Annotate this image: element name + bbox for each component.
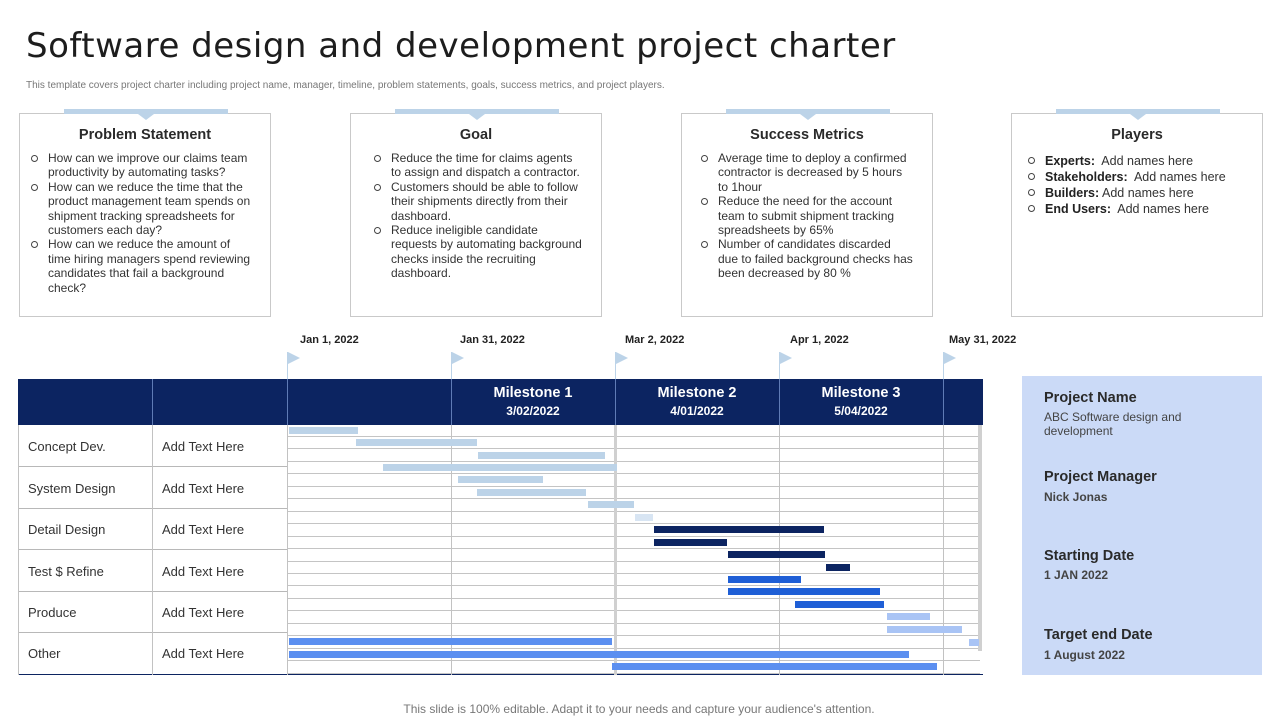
card-list <box>391 151 585 281</box>
page-subtitle: This template covers project charter including project name, manager, timeline, problem statements, goals, success metrics, and project players. <box>26 80 665 91</box>
gantt-bar <box>795 601 884 608</box>
milestone-date: 3/02/2022 <box>506 404 560 418</box>
list-item <box>1045 201 1262 217</box>
gantt-chart <box>18 379 983 675</box>
flag-icon <box>616 352 628 364</box>
milestone-2 <box>615 379 779 425</box>
gantt-bar <box>477 489 586 496</box>
target-end-date-label: Target end Date <box>1044 627 1153 643</box>
card-tab-decoration <box>726 109 890 114</box>
milestone-name: Milestone 3 <box>821 385 901 401</box>
milestone-marker <box>614 425 617 675</box>
gantt-bar <box>728 588 880 595</box>
row-text: Add Text Here <box>162 646 245 661</box>
column-divider <box>287 425 288 675</box>
gantt-bar <box>654 539 727 546</box>
header-divider <box>152 379 153 425</box>
list-item <box>1045 153 1262 169</box>
list-item: Reduce ineligible candidate requests by automating background checks inside the recruiting dashboard. <box>391 223 585 281</box>
row-label: Other <box>28 646 61 661</box>
timeline-date-label: Jan 31, 2022 <box>460 334 525 346</box>
card-tab-decoration <box>1056 109 1220 114</box>
gantt-bar <box>289 651 909 658</box>
grid-line <box>288 573 980 574</box>
card-title: Players <box>1111 127 1163 143</box>
gantt-bar <box>383 464 617 471</box>
target-end-date-value: 1 August 2022 <box>1044 648 1125 662</box>
timeline-divider <box>943 425 944 675</box>
goal-card <box>350 113 602 317</box>
player-role: Builders: <box>1045 186 1100 200</box>
milestone-name: Milestone 1 <box>493 385 573 401</box>
row-label: Test $ Refine <box>28 563 104 579</box>
grid-line <box>288 523 980 524</box>
gantt-header <box>18 379 983 425</box>
milestone-name: Milestone 2 <box>657 385 737 401</box>
grid-line <box>288 585 980 586</box>
grid-line <box>288 623 980 624</box>
gantt-bar <box>612 663 937 670</box>
success-metrics-card <box>681 113 933 317</box>
player-value: Add names here <box>1117 202 1209 216</box>
gantt-bar <box>289 638 612 645</box>
row-label: Detail Design <box>28 522 106 537</box>
grid-line <box>288 448 980 449</box>
list-item: How can we improve our claims team productivity by automating tasks? <box>48 151 256 180</box>
timeline-date-label: Jan 1, 2022 <box>300 334 359 346</box>
card-list <box>718 151 914 281</box>
grid-line <box>288 610 980 611</box>
grid-line <box>288 660 980 661</box>
row-text: Add Text Here <box>162 522 245 537</box>
list-item: Reduce the need for the account team to submit shipment tracking spreadsheets by 65% <box>718 194 914 237</box>
grid-line <box>288 486 980 487</box>
milestone-1 <box>451 379 615 425</box>
players-card <box>1011 113 1263 317</box>
players-list <box>1045 153 1262 217</box>
list-item: Reduce the time for claims agents to assign and dispatch a contractor. <box>391 151 585 180</box>
project-name-value: ABC Software design and development <box>1044 410 1182 438</box>
row-divider <box>18 549 288 550</box>
gantt-bar <box>478 452 605 459</box>
row-divider <box>18 508 288 509</box>
milestone-3 <box>779 379 943 425</box>
header-divider <box>287 379 288 425</box>
grid-line <box>288 461 980 462</box>
grid-line <box>288 598 980 599</box>
flag-icon <box>944 352 956 364</box>
player-value: Add names here <box>1101 154 1194 168</box>
problem-statement-card <box>19 113 271 317</box>
gantt-bar <box>654 526 824 533</box>
row-divider <box>18 466 288 467</box>
grid-line <box>288 635 980 636</box>
gantt-bar <box>728 551 825 558</box>
list-item <box>1045 185 1262 201</box>
table-bottom-border <box>18 674 983 675</box>
gantt-bar <box>728 576 801 583</box>
list-item: Number of candidates discarded due to failed background checks has been decreased by 80 % <box>718 237 913 281</box>
page-title: Software design and development project charter <box>26 26 896 66</box>
row-label: Produce <box>28 605 77 620</box>
gantt-bar <box>826 564 850 571</box>
list-item: How can we reduce the time that the product management team spends on shipment tracking spreadsheets for customers each day? <box>48 180 256 238</box>
timeline-date-label: Apr 1, 2022 <box>790 334 849 346</box>
list-item: How can we reduce the amount of time hiring managers spend reviewing candidates that fail a background check? <box>48 237 256 295</box>
gantt-bar <box>887 626 962 633</box>
player-value: Add names here <box>1133 170 1226 184</box>
end-marker <box>978 425 982 651</box>
row-label: Concept Dev. <box>28 438 106 454</box>
gantt-bar <box>289 427 358 434</box>
row-divider <box>18 632 288 633</box>
player-role: End Users: <box>1045 202 1111 216</box>
gantt-bar <box>635 514 653 521</box>
grid-line <box>288 648 980 649</box>
row-text: Add Text Here <box>162 438 245 454</box>
list-item <box>1045 169 1262 185</box>
card-tab-decoration <box>395 109 559 114</box>
header-divider <box>943 379 944 425</box>
gantt-bar <box>588 501 634 508</box>
list-item: Customers should be able to follow their shipments directly from their dashboard. <box>391 180 585 223</box>
column-divider <box>152 425 153 675</box>
grid-line <box>288 548 980 549</box>
project-manager-label: Project Manager <box>1044 469 1157 485</box>
card-tab-decoration <box>64 109 228 114</box>
timeline-divider <box>779 425 780 675</box>
grid-line <box>288 673 980 674</box>
row-text: Add Text Here <box>162 563 245 579</box>
gantt-bar <box>969 639 979 646</box>
row-text: Add Text Here <box>162 605 245 620</box>
starting-date-label: Starting Date <box>1044 548 1135 564</box>
row-text: Add Text Here <box>162 480 245 496</box>
player-role: Stakeholders: <box>1045 170 1128 184</box>
flag-icon <box>780 352 792 364</box>
gantt-bar <box>887 613 930 620</box>
project-info-panel <box>1022 376 1262 675</box>
row-label: System Design <box>28 480 116 496</box>
flag-icon <box>288 352 300 364</box>
project-name-label: Project Name <box>1044 390 1137 406</box>
list-item: Average time to deploy a confirmed contractor is decreased by 5 hours to 1hour <box>718 151 914 194</box>
grid-line <box>288 511 980 512</box>
grid-line <box>288 536 980 537</box>
milestone-date: 5/04/2022 <box>834 404 888 418</box>
footer-note: This slide is 100% editable. Adapt it to your needs and capture your audience's attention. <box>403 702 875 716</box>
gantt-bar <box>458 476 543 483</box>
starting-date-value: 1 JAN 2022 <box>1044 568 1109 582</box>
column-divider <box>18 425 19 675</box>
card-title: Success Metrics <box>750 127 864 143</box>
row-divider <box>18 591 288 592</box>
player-role: Experts: <box>1045 154 1096 168</box>
flag-icon <box>452 352 464 364</box>
grid-line <box>288 473 980 474</box>
project-manager-value: Nick Jonas <box>1044 490 1108 504</box>
card-title: Goal <box>459 127 493 143</box>
player-value: Add names here <box>1101 186 1194 200</box>
gantt-bar <box>356 439 477 446</box>
grid-line <box>288 498 980 499</box>
card-list <box>48 151 256 295</box>
card-title: Problem Statement <box>78 127 212 143</box>
timeline-date-label: Mar 2, 2022 <box>625 334 685 346</box>
grid-line <box>288 561 980 562</box>
milestone-date: 4/01/2022 <box>670 404 724 418</box>
timeline-date-label: May 31, 2022 <box>949 334 1017 346</box>
grid-line <box>288 436 980 437</box>
